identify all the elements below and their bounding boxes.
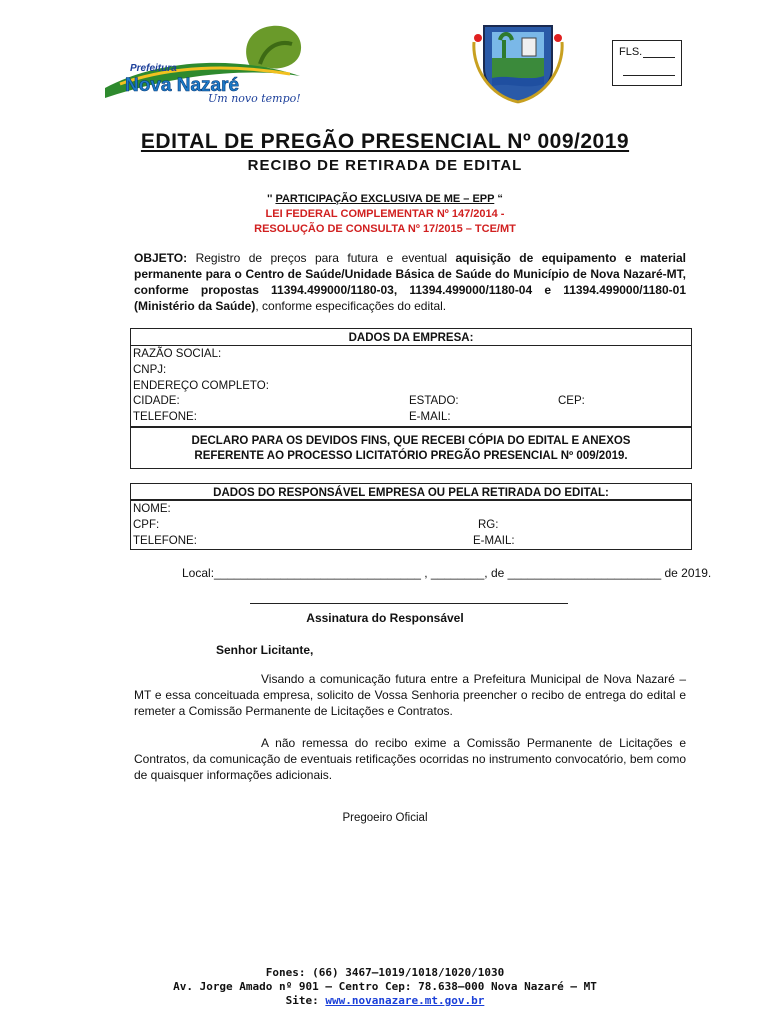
body-paragraph-2: A não remessa do recibo exime a Comissão Permanente de Licitações e Contratos, da comunicação de eventuais retificações ocorridas no instrumento convocatório, bem como de quaisquer informações adicionais. [134, 736, 686, 782]
fls-line [643, 57, 675, 58]
body-paragraph-1: Visando a comunicação futura entre a Prefeitura Municipal de Nova Nazaré – MT e essa conceituada empresa, solicito de Vossa Senhoria preencher o recibo de entrega do edital e remeter a Comissão Permanente de Licitações e Contratos. [134, 672, 686, 718]
signature-caption: Assinatura do Responsável [306, 611, 464, 625]
participation-notice: '' PARTICIPAÇÃO EXCLUSIVA DE ME – EPP “ [267, 193, 503, 205]
footer-site: Site: www.novanazare.mt.gov.br [285, 994, 485, 1007]
declaration-line2: REFERENTE AO PROCESSO LICITATÓRIO PREGÃO PRESENCIAL Nº 009/2019. [194, 450, 628, 462]
local-date-line: Local:_______________________________ , ________, de _______________________ de 2019. [182, 566, 712, 580]
responsible-data-box [130, 500, 692, 550]
estado-label: ESTADO: [409, 395, 459, 407]
endereco-label: ENDEREÇO COMPLETO: [133, 380, 269, 392]
prefeitura-logo [100, 18, 320, 104]
law-reference-line2: RESOLUÇÃO DE CONSULTA Nº 17/2015 – TCE/MT [254, 223, 516, 235]
declaration-line1: DECLARO PARA OS DEVIDOS FINS, QUE RECEBI CÓPIA DO EDITAL E ANEXOS [191, 435, 631, 447]
rg-label: RG: [478, 519, 499, 531]
declaration-box [130, 427, 692, 469]
pregoeiro-caption: Pregoeiro Oficial [342, 812, 428, 824]
logo-city-text: Nova Nazaré [125, 75, 240, 96]
company-data-box [130, 345, 692, 427]
cidade-label: CIDADE: [133, 395, 180, 407]
nome-label: NOME: [133, 503, 171, 515]
site-link[interactable]: www.novanazare.mt.gov.br [325, 994, 485, 1007]
salutation: Senhor Licitante, [216, 643, 314, 657]
page-title: EDITAL DE PREGÃO PRESENCIAL Nº 009/2019 [140, 130, 630, 153]
company-data-header: DADOS DA EMPRESA: [130, 328, 692, 345]
cnpj-label: CNPJ: [133, 364, 167, 376]
footer-phones: Fones: (66) 3467–1019/1018/1020/1030 [265, 966, 505, 979]
fls-line [623, 75, 675, 76]
telefone-label: TELEFONE: [133, 411, 197, 423]
cpf-label: CPF: [133, 519, 160, 531]
responsible-data-header: DADOS DO RESPONSÁVEL EMPRESA OU PELA RETIRADA DO EDITAL: [130, 483, 692, 500]
municipal-crest-icon [470, 18, 566, 104]
email-label: E-MAIL: [473, 535, 515, 547]
signature-line [250, 603, 568, 604]
folio-stamp-box [612, 40, 682, 86]
razao-social-label: RAZÃO SOCIAL: [133, 348, 222, 360]
cep-label: CEP: [558, 395, 585, 407]
telefone-label: TELEFONE: [133, 535, 197, 547]
email-label: E-MAIL: [409, 411, 451, 423]
law-reference-line1: LEI FEDERAL COMPLEMENTAR Nº 147/2014 - [265, 208, 505, 220]
footer-address: Av. Jorge Amado nº 901 – Centro Cep: 78.638–000 Nova Nazaré – MT [173, 980, 597, 993]
page-subtitle: RECIBO DE RETIRADA DE EDITAL [247, 157, 523, 174]
logo-slogan-text: Um novo tempo! [208, 92, 301, 104]
logo-prefeitura-text: Prefeitura [130, 63, 177, 74]
fls-label: FLS. [619, 46, 643, 58]
objeto-paragraph: OBJETO: Registro de preços para futura e eventual aquisição de equipamento e material permanente para o Centro de Saúde/Unidade Básica de Saúde do Município de Nova Nazaré-MT, conforme propostas 11394.499000/1180-03, 11394.499000/1180-04 e 11394.499000/1180-01 (Ministério da Saúde), conforme especificações do edital. [134, 251, 686, 313]
